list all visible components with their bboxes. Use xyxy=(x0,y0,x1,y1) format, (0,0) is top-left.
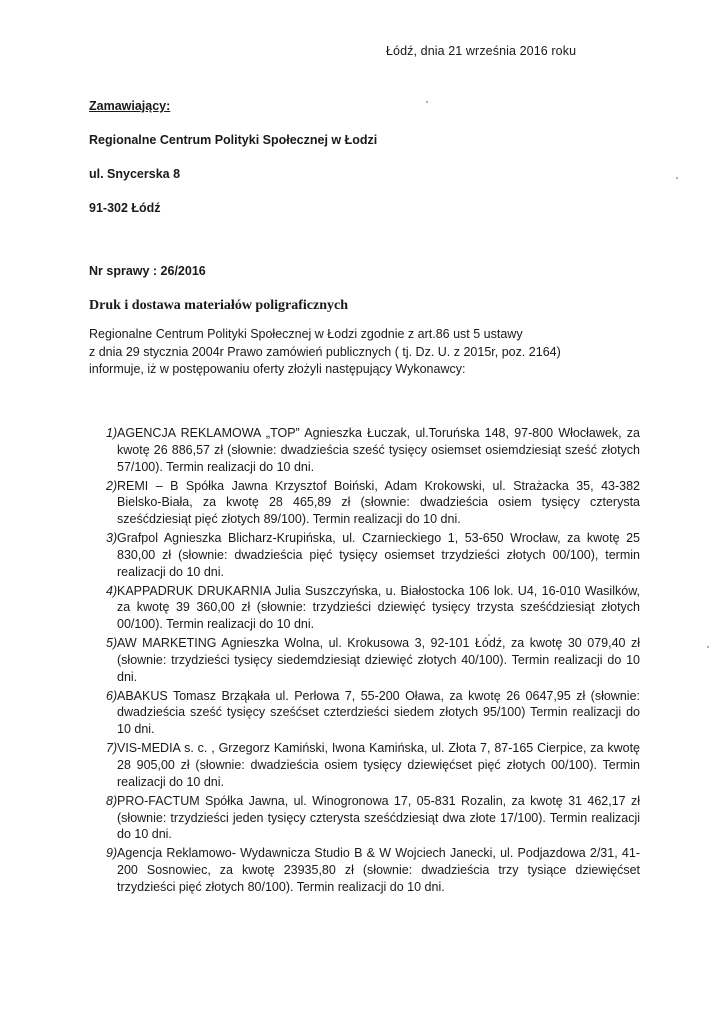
bidder-number: 8) xyxy=(106,793,118,808)
bidder-text: Agencja Reklamowo- Wydawnicza Studio B & W Wojciech Janecki, ul. Podjazdowa 2/31, 41-200 Sosnowiec, za kwotę 23935,80 zł (słownie: dwadzieścia trzy tysiące dziewięćset trzydzieści pięć złotych 80/100). Termin realizacji do 10 dni. xyxy=(117,846,640,894)
bidder-item xyxy=(100,478,640,529)
bidder-number: 5) xyxy=(106,636,118,651)
bidder-number: 1) xyxy=(106,426,118,440)
intro-paragraph xyxy=(89,326,637,379)
bidder-item xyxy=(100,793,640,844)
bidder-item xyxy=(100,425,640,476)
bidder-item xyxy=(100,845,640,896)
document-date: Łódź, dnia 21 września 2016 roku xyxy=(386,44,577,58)
bidder-text: REMI – B Spółka Jawna Krzysztof Boiński, Adam Krokowski, ul. Strażacka 35, 43-382 Bielsko-Biała, za kwotę 28 465,89 zł (słownie: dwadzieścia osiem tysięcy czterysta sześćdziesiąt pięć złotych 89/100). Termin realizacji do 10 dni. xyxy=(117,478,640,527)
orderer-name: Regionalne Centrum Polityki Społecznej w Łodzi xyxy=(89,133,378,147)
orderer-label: Zamawiający: xyxy=(89,99,171,113)
bidder-number: 2) xyxy=(106,478,118,493)
orderer-postal: 91-302 Łódź xyxy=(89,201,161,215)
intro-line: Regionalne Centrum Polityki Społecznej w Łodzi zgodnie z art.86 ust 5 ustawy xyxy=(89,327,523,341)
bidder-text: AGENCJA REKLAMOWA „TOP” Agnieszka Łuczak, ul.Toruńska 148, 97-800 Włocławek, za kwotę 26 886,57 zł (słownie: dwadzieścia sześć tysięcy osiemset osiemdziesiąt sześć złotych 57/100). Termin realizacji do 10 dni. xyxy=(117,426,640,474)
bidder-text: KAPPADRUK DRUKARNIA Julia Suszczyńska, u. Białostocka 106 lok. U4, 16-010 Wasilków, za kwotę 39 360,00 zł (słownie: trzydzieści dziewięć tysięcy trzysta sześćdziesiąt złotych 00/100). Termin realizacji do 10 dni. xyxy=(117,583,640,632)
bidder-text: AW MARKETING Agnieszka Wolna, ul. Krokusowa 3, 92-101 Łódź, za kwotę 30 079,40 zł (słownie: trzydzieści tysięcy siedemdziesiąt dziewięć złotych 40/100). Termin realizacji do 10 dni. xyxy=(117,636,640,684)
orderer-street: ul. Snycerska 8 xyxy=(89,167,181,181)
bidder-item xyxy=(100,635,640,686)
bidder-text: VIS-MEDIA s. c. , Grzegorz Kamiński, Iwona Kamińska, ul. Złota 7, 87-165 Cierpice, za kwotę 28 905,00 zł (słownie: dwadzieścia osiem tysięcy dziewięćset pięć złotych 00/100). Termin realizacji do 10 dni. xyxy=(117,741,640,789)
subject-heading: Druk i dostawa materiałów poligraficznych xyxy=(89,298,348,313)
bidders-list xyxy=(100,425,640,898)
scan-speck xyxy=(707,646,709,648)
orderer-block xyxy=(89,99,377,221)
bidder-item xyxy=(100,583,640,634)
bidder-text: Grafpol Agnieszka Blicharz-Krupińska, ul. Czarnieckiego 1, 53-650 Wrocław, za kwotę 25 830,00 zł (słownie: dwadzieścia pięć tysięcy osiemset trzydzieści złotych 00/100), termin realizacji do 10 dni. xyxy=(117,531,640,579)
scan-speck xyxy=(426,101,428,103)
bidder-text: ABAKUS Tomasz Brząkała ul. Perłowa 7, 55-200 Oława, za kwotę 26 0647,95 zł (słownie: dwadzieścia sześć tysięcy sześćset czterdzieści siedem złotych 95/100) Termin realizacji do 10 dni. xyxy=(117,688,640,737)
bidder-text: PRO-FACTUM Spółka Jawna, ul. Winogronowa 17, 05-831 Rozalin, za kwotę 31 462,17 zł (słownie: trzydzieści jeden tysięcy czterysta sześćdziesiąt dwa złote 17/100). Termin realizacji do 10 dni. xyxy=(117,793,640,842)
bidder-number: 6) xyxy=(106,688,118,703)
bidder-item xyxy=(100,688,640,739)
bidder-number: 4) xyxy=(106,583,118,598)
bidder-item xyxy=(100,530,640,581)
bidder-number: 9) xyxy=(106,846,118,861)
scan-speck xyxy=(676,177,678,179)
intro-line: z dnia 29 stycznia 2004r Prawo zamówień publicznych ( tj. Dz. U. z 2015r, poz. 2164) xyxy=(89,344,561,359)
bidder-item xyxy=(100,740,640,791)
bidder-number: 3) xyxy=(106,531,118,546)
bidder-number: 7) xyxy=(106,741,118,756)
intro-line: informuje, iż w postępowaniu oferty złożyli następujący Wykonawcy: xyxy=(89,362,466,377)
scan-speck xyxy=(488,634,490,636)
case-number: Nr sprawy : 26/2016 xyxy=(89,264,206,278)
